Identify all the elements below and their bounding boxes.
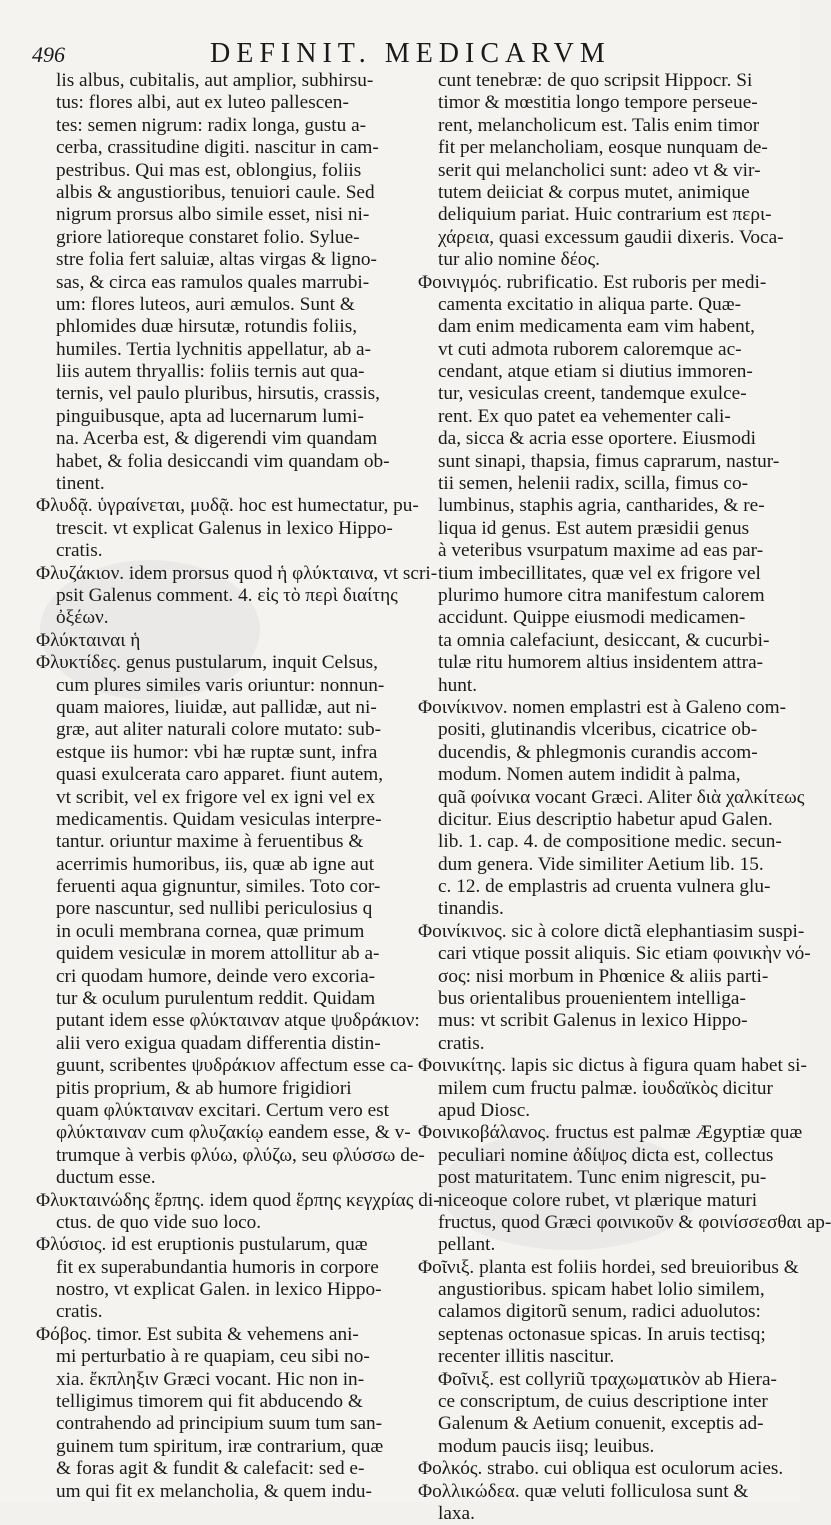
text-line: tulæ ritu humorem altius insidentem attra-: [438, 652, 764, 674]
text-line: albis & angustioribus, tenuiori caule. Sed: [56, 181, 375, 203]
text-line: lis albus, cubitalis, aut amplior, subhirsu-: [56, 70, 374, 91]
text-line: tur alio nomine δέος.: [438, 249, 600, 271]
text-line: trumque à verbis φλύω, φλύζω, seu φλύσσω de-: [56, 1144, 425, 1166]
text-line: telligimus timorem qui fit abducendo &: [56, 1391, 363, 1413]
text-line: psit Galenus comment. 4. εἰς τὸ περὶ διαίτης: [56, 584, 398, 606]
text-line: ctus. de quo vide suo loco.: [56, 1211, 262, 1233]
left-column: [36, 70, 440, 1503]
text-line: χάρεια, quasi excessum gaudii dixeris. Voca-: [438, 226, 784, 248]
text-line: um qui fit ex melancholia, & quem indu-: [56, 1480, 372, 1502]
text-line: xia. ἔκπληξιν Græci vocant. Hic non in-: [56, 1368, 365, 1390]
entry-headword-line: Φλυδᾷ. ὑγραίνεται, μυδᾷ. hoc est humectatur, pu-: [36, 495, 419, 517]
text-line: stre folia fert saluiæ, altas virgas & ligno-: [56, 249, 377, 271]
text-line: tur & oculum purulentum reddit. Quidam: [56, 988, 376, 1010]
text-line: hunt.: [438, 674, 478, 696]
text-line: tinandis.: [438, 898, 504, 920]
text-line: accidunt. Quippe eiusmodi medicamen-: [438, 607, 746, 629]
text-line: nigrum prorsus albo simile esset, nisi ni-: [56, 204, 370, 226]
entry-headword-line: Φοῖνιξ. planta est foliis hordei, sed breuioribus &: [418, 1256, 799, 1278]
text-line: ducendis, & phlegmonis curandis accom-: [438, 741, 758, 763]
text-line: cunt tenebræ: de quo scripsit Hippocr. Si: [438, 70, 753, 91]
text-line: recenter illitis nascitur.: [438, 1346, 615, 1368]
right-column: [418, 70, 831, 1525]
entry-headword-line: Φοινίκινον. nomen emplastri est à Galeno com-: [418, 696, 787, 718]
text-line: σος: nisi morbum in Phœnice & aliis parti-: [438, 965, 769, 987]
text-line: ta omnia calefaciunt, desiccant, & cucurbi-: [438, 629, 770, 651]
text-line: trescit. vt explicat Galenus in lexico Hippo-: [56, 517, 393, 539]
text-line: Φοῖνιξ. est collyriũ τραχωματικὸν ab Hiera-: [438, 1368, 777, 1390]
text-line: tii semen, helenii radix, scilla, fimus co-: [438, 473, 749, 495]
text-line: ὀξέων.: [56, 607, 109, 629]
entry-headword-line: Φόβος. timor. Est subita & vehemens ani-: [36, 1323, 359, 1345]
text-line: vt scribit, vel ex frigore vel ex igni vel ex: [56, 786, 376, 808]
page-header: [28, 38, 798, 72]
text-line: guinem tum spiritum, iræ contrarium, quæ: [56, 1435, 384, 1457]
text-line: medicamentis. Quidam vesiculas interpre-: [56, 808, 382, 830]
text-line: griore latioreque constaret folio. Syluе-: [56, 226, 360, 248]
entry-headword-line: Φλυζάκιον. idem prorsus quod ἡ φλύκταινα, vt scri-: [36, 562, 438, 584]
text-line: Galenum & Aetium conuenit, exceptis ad-: [438, 1413, 764, 1435]
text-line: fit ex superabundantia humoris in corpore: [56, 1256, 379, 1278]
text-line: alii vero exigua quadam differentia distin-: [56, 1032, 381, 1054]
text-line: tinent.: [56, 473, 105, 495]
text-line: græ, aut aliter naturali colore mutato: sub-: [56, 719, 382, 741]
text-line: in oculi membrana cornea, quæ primum: [56, 920, 365, 942]
text-line: & foras agit & fundit & calefacit: sed e-: [56, 1458, 365, 1480]
text-line: tium imbecillitates, quæ vel ex frigore vel: [438, 562, 761, 584]
text-line: rent, melancholicum est. Talis enim timor: [438, 114, 760, 136]
text-line: quidem vesiculæ in morem attollitur ab a-: [56, 943, 380, 965]
text-line: peculiari nomine ἀδίψος dicta est, collectus: [438, 1144, 774, 1166]
text-line: nostro, vt explicat Galen. in lexico Hippo-: [56, 1279, 382, 1301]
text-line: rent. Ex quo patet ea vehementer cali-: [438, 405, 731, 427]
entry-headword-line: Φλύκταιναι ἡ: [36, 629, 141, 651]
text-line: putant idem esse φλύκταιναν atque ψυδράκιον:: [56, 1010, 420, 1032]
entry-headword-line: Φοινίκινος. sic à colore dictã elephantiasim suspi-: [418, 920, 805, 942]
text-line: guunt, scribentes ψυδράκιον affectum esse ca-: [56, 1055, 414, 1077]
text-line: apud Diosc.: [438, 1099, 531, 1121]
entry-headword-line: Φοινικίτης. lapis sic dictus à figura quam habet si-: [418, 1055, 807, 1077]
text-line: estque iis humor: vbi hæ ruptæ sunt, infra: [56, 741, 378, 763]
text-line: cratis.: [438, 1032, 485, 1054]
text-line: tutem deiiciat & corpus mutet, animique: [438, 181, 750, 203]
text-line: fructus, quod Græci φοινικοῦν & φοινίσσεσθαι ap-: [438, 1211, 831, 1233]
text-line: dam enim medicamenta eam vim habent,: [438, 316, 755, 338]
text-line: cratis.: [56, 1301, 103, 1323]
text-line: cratis.: [56, 540, 103, 562]
text-line: tes: semen nigrum: radix longa, gustu a-: [56, 114, 367, 136]
text-line: pitis proprium, & ab humore frigidiori: [56, 1077, 352, 1099]
text-line: niceoque colore rubet, vt plærique maturi: [438, 1189, 758, 1211]
text-line: quam maiores, liuidæ, aut pallidæ, aut ni-: [56, 696, 377, 718]
text-line: cri quodam humore, deinde vero excoria-: [56, 965, 376, 987]
text-line: camenta excitatio in aliqua parte. Quæ-: [438, 293, 742, 315]
text-line: cari vtique possit aliquis. Sic etiam φοινικὴν νό-: [438, 943, 811, 965]
text-line: ductum esse.: [56, 1167, 156, 1189]
text-line: quã φοίνικα vocant Græci. Aliter διὰ χαλκίτεως: [438, 786, 805, 808]
text-line: habet, & folia desiccandi vim quandam ob-: [56, 450, 390, 472]
text-line: septenas octonasue spicas. In aruis tectisq;: [438, 1323, 766, 1345]
text-line: positi, glutinandis vlceribus, cicatrice ob-: [438, 719, 758, 741]
text-line: acerrimis humoribus, iis, quæ ab igne aut: [56, 853, 375, 875]
text-line: cerba, crassitudine digiti. nascitur in cam-: [56, 137, 379, 159]
text-line: vt cuti admota ruborem caloremque ac-: [438, 338, 742, 360]
text-line: feruenti aqua gignuntur, similes. Toto cor-: [56, 876, 381, 898]
text-line: liqua id genus. Est autem præsidii genus: [438, 517, 750, 539]
text-line: deliquium pariat. Huic contrarium est περι-: [438, 204, 772, 226]
text-line: humiles. Tertia lychnitis appellatur, ab a-: [56, 338, 372, 360]
text-line: da, sicca & acria esse oportere. Eiusmodi: [438, 428, 757, 450]
entry-headword-line: Φλυκταινώδης ἕρπης. idem quod ἕρπης κεγχρίας di-: [36, 1189, 440, 1211]
text-line: modum paucis iisq; leuibus.: [438, 1435, 655, 1457]
text-line: ternis, vel paulo pluribus, hirsutis, crassis,: [56, 383, 380, 405]
text-line: um: flores luteos, auri æmulos. Sunt &: [56, 293, 355, 315]
entry-headword-line: Φοινικοβάλανος. fructus est palmæ Ægyptiæ quæ: [418, 1122, 803, 1144]
text-line: cum plures similes varis oriuntur: nonnun-: [56, 674, 385, 696]
text-line: timor & mœstitia longo tempore perseue-: [438, 92, 758, 114]
text-line: sunt sinapi, thapsia, fimus caprarum, nastur-: [438, 450, 780, 472]
entry-headword-line: Φολκός. strabo. cui obliqua est oculorum acies.: [418, 1458, 784, 1480]
text-line: lumbinus, staphis agria, cantharides, & re-: [438, 495, 765, 517]
text-line: pellant.: [438, 1234, 496, 1256]
running-title: DEFINIT. MEDICARVM: [210, 38, 611, 69]
text-line: angustioribus. spicam habet lolio similem,: [438, 1279, 765, 1301]
text-line: bus orientalibus prouenientem intelliga-: [438, 988, 746, 1010]
text-line: c. 12. de emplastris ad cruenta vulnera glu-: [438, 876, 771, 898]
text-line: dicitur. Eius descriptio habetur apud Galen.: [438, 808, 773, 830]
text-line: dum genera. Vide similiter Aetium lib. 15.: [438, 853, 764, 875]
text-line: tantur. oriuntur maxime à feruentibus &: [56, 831, 364, 853]
text-line: mi perturbatio à re quapiam, ceu sibi no-: [56, 1346, 370, 1368]
entry-headword-line: Φλυκτίδες. genus pustularum, inquit Celsus,: [36, 652, 379, 674]
text-line: mus: vt scribit Galenus in lexico Hippo-: [438, 1010, 748, 1032]
text-line: phlomides duæ hirsutæ, rotundis foliis,: [56, 316, 358, 338]
text-line: φλύκταιναν cum φλυζακίῳ eandem esse, & v-: [56, 1122, 411, 1144]
entry-headword-line: Φολλικώδεα. quæ veluti folliculosa sunt &: [418, 1480, 749, 1502]
text-line: post maturitatem. Tunc enim nigrescit, pu-: [438, 1167, 767, 1189]
text-line: tur, vesiculas creent, tandemque exulce-: [438, 383, 747, 405]
entry-headword-line: Φοινιγμός. rubrificatio. Est ruboris per medi-: [418, 271, 767, 293]
text-line: lib. 1. cap. 4. de compositione medic. secun-: [438, 831, 782, 853]
text-line: pinguibusque, apta ad lucernarum lumi-: [56, 405, 364, 427]
text-line: laxa.: [438, 1503, 475, 1524]
text-line: tus: flores albi, aut ex luteo pallescen-: [56, 92, 349, 114]
text-line: serit qui melancholici sunt: adeo vt & vir-: [438, 159, 761, 181]
text-line: pestribus. Qui mas est, oblongius, foliis: [56, 159, 362, 181]
text-line: à veteribus vsurpatum maxime ad eas par-: [438, 540, 764, 562]
text-line: na. Acerba est, & digerendi vim quandam: [56, 428, 378, 450]
text-line: calamos digitorũ senum, radici aduolutos:: [438, 1301, 761, 1323]
text-line: ce conscriptum, de cuius descriptione inter: [438, 1391, 768, 1413]
page-number: 496: [32, 42, 65, 67]
text-line: modum. Nomen autem indidit à palma,: [438, 764, 741, 786]
text-line: cendant, atque etiam si diutius immoren-: [438, 361, 753, 383]
text-line: quam φλύκταιναν excitari. Certum vero est: [56, 1099, 390, 1121]
text-line: pore nascuntur, sed nullibi periculosius q: [56, 898, 373, 920]
text-line: liis autem thryallis: foliis ternis aut qua-: [56, 361, 365, 383]
text-line: plurimo humore citra manifestum calorem: [438, 584, 765, 606]
text-line: fit per melancholiam, eosque nunquam de-: [438, 137, 768, 159]
text-line: quasi exulcerata caro apparet. fiunt autem,: [56, 764, 384, 786]
text-line: milem cum fructu palmæ. ἰουδαϊκὸς dicitur: [438, 1077, 773, 1099]
entry-headword-line: Φλύσιος. id est eruptionis pustularum, quæ: [36, 1234, 368, 1256]
text-line: contrahendo ad principium suum tum san-: [56, 1413, 383, 1435]
text-line: sas, & circa eas ramulos quales marrubi-: [56, 271, 370, 293]
